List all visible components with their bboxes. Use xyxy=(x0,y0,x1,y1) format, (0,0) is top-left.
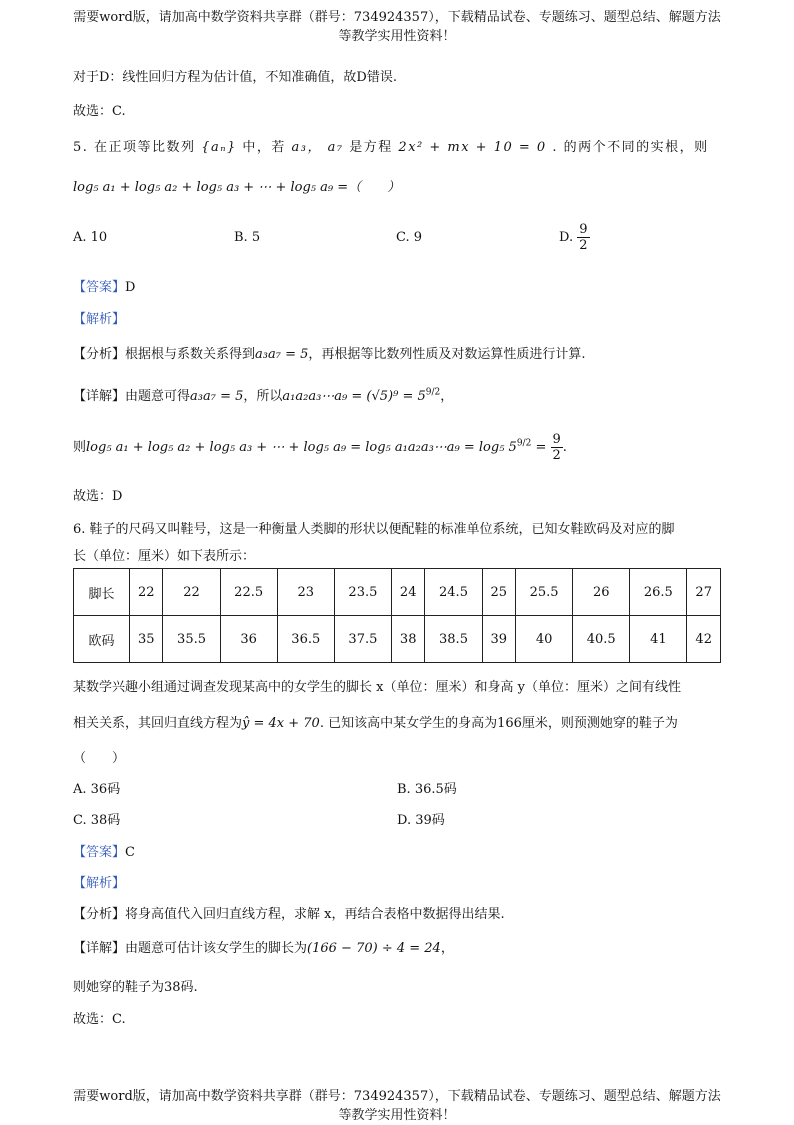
q5-option-c[interactable]: C. 9 xyxy=(396,230,423,245)
detail-text-b: ，所以 xyxy=(243,389,283,404)
table-cell: 40 xyxy=(516,616,573,663)
regression-equation: ŷ = 4x + 70 xyxy=(242,716,320,731)
q6-option-d[interactable]: D. 39码 xyxy=(397,813,445,828)
q6-detail-2: 则她穿的鞋子为38码. xyxy=(73,980,198,995)
table-cell: 22 xyxy=(130,569,163,616)
then-equation: log₅ a₁ + log₅ a₂ + log₅ a₃ + ⋯ + log₅ a₉ = log₅ a₁a₂a₃⋯a₉ = log₅ 5 xyxy=(86,440,517,455)
q5-answer xyxy=(73,276,135,295)
fraction-numerator: 9 xyxy=(579,222,588,237)
q5-stem-mid: 中，若 xyxy=(242,140,286,155)
q6-option-a[interactable]: A. 36码 xyxy=(73,782,121,797)
q5-expression: log₅ a₁ + log₅ a₂ + log₅ a₃ + ⋯ + log₅ a₉ =（ ） xyxy=(73,180,401,195)
q5-stem-prefix: 5. 在正项等比数列 xyxy=(73,140,196,155)
q6-para-2 xyxy=(73,712,678,731)
then-fraction xyxy=(551,432,563,463)
footer-line-1: 需要word版，请加高中数学资料共享群（群号：734924357），下载精品试卷、专题练习、题型总结、解题方法 xyxy=(73,1089,721,1104)
then-label: 则 xyxy=(73,440,87,455)
table-cell: 37.5 xyxy=(334,616,391,663)
table-cell: 38 xyxy=(391,616,424,663)
table-header-cell: 脚长 xyxy=(74,569,130,616)
fraction-numerator: 9 xyxy=(552,432,561,447)
q5-option-a[interactable]: A. 10 xyxy=(73,230,108,245)
q5-then xyxy=(73,432,567,463)
q6-stem-1: 6. 鞋子的尺码又叫鞋号，这是一种衡量人类脚的形状以便配鞋的标准单位系统，已知女鞋欧码及对应的脚 xyxy=(73,522,675,537)
detail-end: ， xyxy=(440,941,454,956)
q5-choose: 故选：D xyxy=(73,489,123,504)
table-cell: 22 xyxy=(163,569,220,616)
table-cell: 23.5 xyxy=(334,569,391,616)
table-cell: 27 xyxy=(687,569,721,616)
fenxi-text-a: 根据根与系数关系得到 xyxy=(125,347,256,362)
fenxi-text: 将身高值代入回归直线方程，求解 x，再结合表格中数据得出结果. xyxy=(125,907,505,922)
detail-exponent: 9/2 xyxy=(425,387,441,398)
q5-option-d[interactable] xyxy=(559,222,590,253)
table-cell: 38.5 xyxy=(425,616,482,663)
table-row-euro-size xyxy=(74,616,721,663)
fenxi-text-b: ，再根据等比数列性质及对数运算性质进行计算. xyxy=(308,347,586,362)
prev-choose: 故选：C. xyxy=(73,104,126,119)
table-cell: 24 xyxy=(391,569,424,616)
detail-end: ， xyxy=(440,389,454,404)
q6-analysis-tag: 【解析】 xyxy=(73,876,126,891)
table-row-foot-length xyxy=(74,569,721,616)
q5-stem xyxy=(73,136,709,155)
para2-text-b: . 已知该高中某女学生的身高为166厘米，则预测她穿的鞋子为 xyxy=(319,716,678,731)
header-line-1: 需要word版，请加高中数学资料共享群（群号：734924357），下载精品试卷、专题练习、题型总结、解题方法 xyxy=(73,10,721,25)
para2-text-a: 相关关系，其回归直线方程为 xyxy=(73,716,243,731)
then-exponent: 9/2 xyxy=(516,438,532,449)
q5-seq: {aₙ} xyxy=(201,140,237,155)
table-cell: 26.5 xyxy=(630,569,687,616)
detail-text-a: 由题意可估计该女学生的脚长为 xyxy=(125,941,308,956)
q6-para-1: 某数学兴趣小组通过调查发现某高中的女学生的脚长 x（单位：厘米）和身高 y（单位：厘米）之间有线性 xyxy=(73,680,681,695)
then-equals: = xyxy=(535,440,547,455)
detail-text-a: 由题意可得 xyxy=(125,389,191,404)
table-cell: 39 xyxy=(482,616,515,663)
table-cell: 26 xyxy=(573,569,630,616)
table-cell: 36.5 xyxy=(277,616,334,663)
detail-equation-1: a₃a₇ = 5 xyxy=(190,389,244,404)
answer-tag: 【答案】 xyxy=(73,280,126,295)
answer-value: D xyxy=(125,280,136,295)
table-header-cell: 欧码 xyxy=(74,616,130,663)
q5-fenxi xyxy=(73,343,586,362)
table-cell: 23 xyxy=(277,569,334,616)
page-footer xyxy=(0,1087,794,1125)
fraction-denominator: 2 xyxy=(552,448,561,463)
q5-a3: a₃， xyxy=(291,140,323,155)
footer-line-2: 等教学实用性资料！ xyxy=(338,1108,456,1123)
table-cell: 25 xyxy=(482,569,515,616)
fenxi-tag: 【分析】 xyxy=(73,907,126,922)
detail-tag: 【详解】 xyxy=(73,389,126,404)
fenxi-equation: a₃a₇ = 5 xyxy=(255,347,309,362)
then-end: . xyxy=(562,440,567,455)
detail-tag: 【详解】 xyxy=(73,941,126,956)
table-cell: 35.5 xyxy=(163,616,220,663)
header-line-2: 等教学实用性资料！ xyxy=(338,29,456,44)
table-cell: 40.5 xyxy=(573,616,630,663)
q6-answer xyxy=(73,841,135,860)
fenxi-tag: 【分析】 xyxy=(73,347,126,362)
answer-value: C xyxy=(125,845,135,860)
table-cell: 24.5 xyxy=(425,569,482,616)
q6-option-b[interactable]: B. 36.5码 xyxy=(397,782,457,797)
q5-option-b[interactable]: B. 5 xyxy=(234,230,261,245)
q6-fenxi xyxy=(73,903,505,922)
table-cell: 35 xyxy=(130,616,163,663)
q5-stem-is: 是方程 xyxy=(349,140,393,155)
q6-option-c[interactable]: C. 38码 xyxy=(73,813,121,828)
detail-equation-2: a₁a₂a₃⋯a₉ = (√5)⁹ = 5 xyxy=(282,389,426,404)
q5-a7: a₇ xyxy=(327,140,344,155)
q5-detail xyxy=(73,385,453,404)
prev-d-note: 对于D：线性回归方程为估计值，不知准确值，故D错误. xyxy=(73,70,397,85)
answer-tag: 【答案】 xyxy=(73,845,126,860)
detail-equation: (166 − 70) ÷ 4 = 24 xyxy=(307,941,441,956)
table-cell: 42 xyxy=(687,616,721,663)
q6-choose: 故选：C. xyxy=(73,1012,126,1027)
q5-analysis-tag: 【解析】 xyxy=(73,312,126,327)
q5-stem-suffix: . 的两个不同的实根，则 xyxy=(552,140,709,155)
page-header xyxy=(0,8,794,46)
table-cell: 41 xyxy=(630,616,687,663)
q5-option-d-label: D. xyxy=(559,230,574,245)
table-cell: 25.5 xyxy=(516,569,573,616)
q6-stem-2: 长（单位：厘米）如下表所示： xyxy=(73,549,256,564)
table-cell: 36 xyxy=(220,616,277,663)
q5-option-d-fraction xyxy=(577,222,589,253)
shoe-size-table xyxy=(73,568,721,663)
q6-detail xyxy=(73,937,454,956)
fraction-denominator: 2 xyxy=(579,238,588,253)
q5-equation: 2x² + mx + 10 = 0 xyxy=(398,140,547,155)
q6-para-3: （ ） xyxy=(73,751,126,766)
table-cell: 22.5 xyxy=(220,569,277,616)
